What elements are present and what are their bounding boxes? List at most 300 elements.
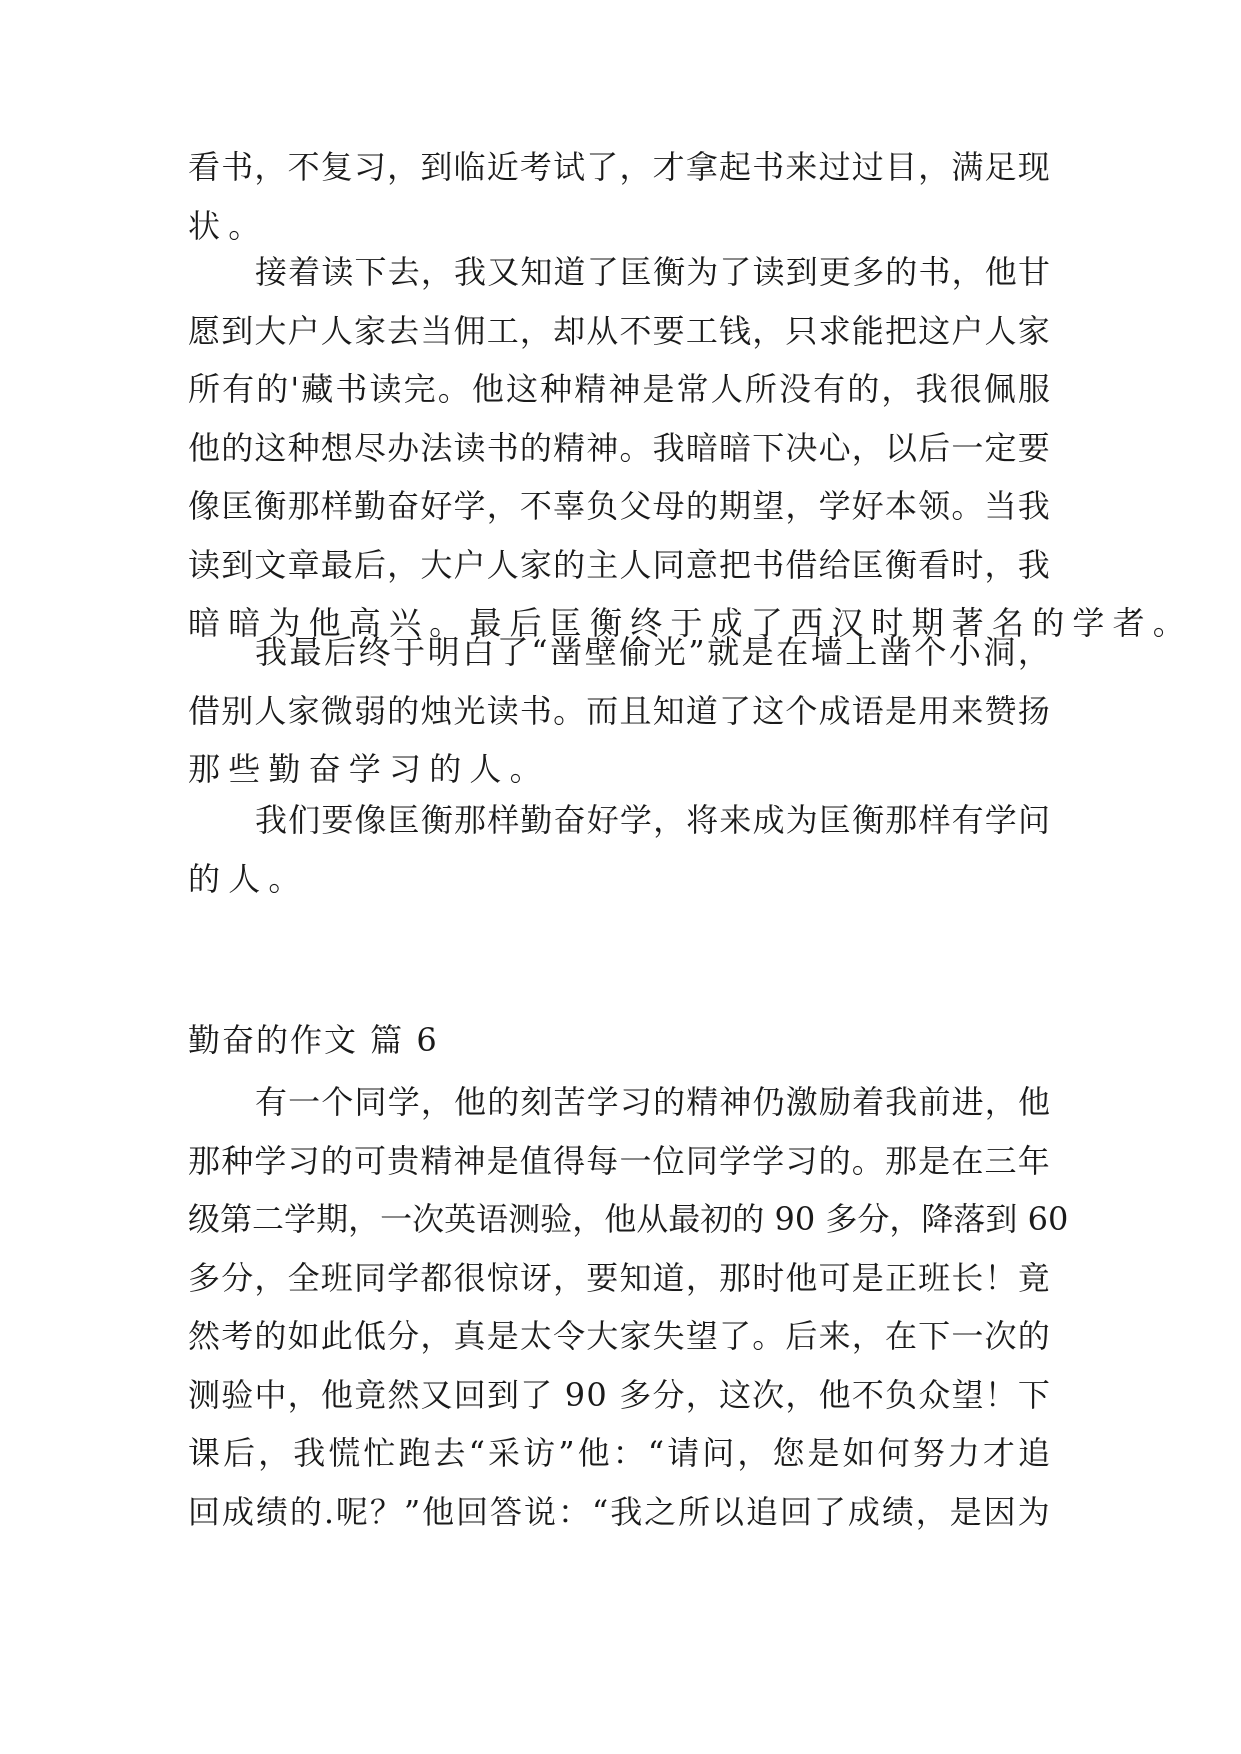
- glyph: 来: [818, 1317, 851, 1355]
- glyph: 是: [741, 633, 774, 671]
- glyph: ”: [558, 1434, 575, 1472]
- glyph: 太: [519, 1317, 552, 1355]
- glyph: 9: [774, 1200, 795, 1238]
- glyph: 验: [221, 1375, 254, 1414]
- glyph: ，: [737, 1434, 770, 1472]
- text-line-content: [188, 535, 1050, 595]
- glyph: [764, 1189, 774, 1249]
- glyph: 同: [354, 1083, 387, 1121]
- glyph: 后: [785, 1317, 818, 1355]
- glyph: 暗: [685, 428, 718, 467]
- text-line-content: [188, 359, 1050, 419]
- glyph: 勤: [520, 801, 553, 839]
- text-line-content: [188, 1248, 1050, 1308]
- glyph: ': [290, 370, 300, 408]
- glyph: 后: [223, 1434, 256, 1472]
- glyph: 知: [652, 691, 685, 730]
- glyph: 这: [918, 311, 951, 350]
- section-heading-line: [0, 1010, 1241, 1070]
- glyph: 办: [387, 428, 420, 467]
- glyph: 又: [420, 1375, 453, 1414]
- glyph: 进: [951, 1083, 984, 1121]
- glyph: 为: [1017, 1492, 1050, 1531]
- glyph: 分: [857, 1200, 890, 1238]
- glyph: 衡: [420, 801, 453, 839]
- glyph: ”: [403, 1492, 421, 1531]
- glyph: ，: [420, 253, 453, 291]
- glyph: 要: [321, 801, 354, 839]
- glyph: 时: [951, 545, 984, 584]
- glyph: ，: [984, 545, 1017, 584]
- glyph: 别: [221, 691, 254, 730]
- glyph: 烛: [420, 691, 453, 730]
- glyph: 精: [574, 370, 607, 408]
- text-line: [0, 849, 1241, 909]
- glyph: 可: [353, 1141, 386, 1180]
- text-line: [0, 301, 1241, 361]
- glyph: 英: [444, 1200, 477, 1238]
- glyph: 种: [540, 370, 573, 408]
- glyph: 真: [453, 1317, 486, 1355]
- glyph: 要: [586, 1258, 619, 1297]
- glyph: 长: [951, 1258, 984, 1297]
- text-line: [0, 359, 1241, 419]
- glyph: 钱: [719, 311, 752, 350]
- glyph: 读: [188, 545, 221, 584]
- glyph: 到: [221, 545, 254, 584]
- glyph: 读: [453, 428, 486, 467]
- glyph: 知: [619, 1258, 652, 1297]
- glyph: 是: [807, 1434, 840, 1472]
- glyph: 不: [519, 487, 552, 525]
- text-line: [0, 535, 1241, 595]
- glyph: 家: [353, 311, 386, 350]
- glyph: 望: [685, 1317, 718, 1355]
- glyph: 神: [719, 1083, 752, 1121]
- glyph: 回: [188, 1492, 221, 1531]
- glyph: 6: [1027, 1200, 1048, 1238]
- glyph: ，: [420, 1083, 453, 1121]
- glyph: 又: [487, 253, 520, 291]
- glyph: 来: [951, 691, 984, 730]
- glyph: 他: [188, 428, 221, 467]
- glyph: 。: [752, 1317, 785, 1355]
- glyph: 本: [884, 487, 917, 525]
- glyph: 竟: [1017, 1258, 1050, 1297]
- glyph: ，: [254, 148, 287, 186]
- glyph: 学: [284, 1200, 317, 1238]
- glyph: 像: [188, 487, 221, 525]
- glyph: 次: [984, 1317, 1017, 1355]
- glyph: 第: [220, 1200, 253, 1238]
- glyph: 他: [422, 1492, 455, 1531]
- text-line: [0, 622, 1241, 682]
- glyph: 读: [321, 253, 354, 291]
- glyph: 壁: [584, 633, 617, 671]
- glyph: 从: [586, 311, 619, 350]
- glyph: [815, 1189, 825, 1249]
- glyph: 慌: [328, 1434, 361, 1472]
- glyph: 到: [985, 1200, 1018, 1238]
- glyph: 一: [951, 428, 984, 467]
- glyph: 励: [818, 1083, 851, 1121]
- glyph: 精: [553, 428, 586, 467]
- glyph: 才: [982, 1434, 1015, 1472]
- glyph: 同: [685, 1141, 718, 1180]
- glyph: 我: [915, 370, 948, 408]
- glyph: 追: [1017, 1434, 1050, 1472]
- glyph: 何: [877, 1434, 910, 1472]
- glyph: 时: [752, 1258, 785, 1297]
- text-line-content: 状。: [188, 206, 269, 245]
- glyph: 定: [984, 428, 1017, 467]
- glyph: 激: [785, 1083, 818, 1121]
- glyph: 文: [254, 545, 287, 584]
- glyph: 有: [222, 370, 255, 408]
- glyph: 不: [619, 311, 652, 350]
- text-line-content: [188, 1365, 1050, 1425]
- glyph: 回: [453, 1375, 486, 1414]
- glyph: 只: [785, 311, 818, 350]
- glyph: ，: [519, 311, 552, 350]
- glyph: [608, 1365, 618, 1425]
- text-line-content: 那些勤奋学习的人。: [188, 750, 550, 788]
- glyph: ，: [653, 801, 686, 839]
- glyph: 来: [719, 801, 752, 839]
- glyph: 次: [412, 1200, 445, 1238]
- glyph: 望: [951, 1375, 984, 1414]
- glyph: 偷: [619, 633, 652, 671]
- glyph: 的: [487, 1083, 520, 1121]
- glyph: 学: [254, 1141, 287, 1180]
- glyph: 讶: [519, 1258, 552, 1297]
- glyph: 知: [520, 253, 553, 291]
- glyph: 去: [387, 253, 420, 291]
- text-line-content: [188, 1306, 1050, 1366]
- text-line-content: [188, 1189, 1069, 1249]
- glyph: 常: [676, 370, 709, 408]
- glyph: 家: [519, 545, 552, 584]
- glyph: 道: [652, 1258, 685, 1297]
- glyph: 学: [719, 1141, 752, 1180]
- glyph: 我: [255, 801, 288, 839]
- glyph: 家: [1017, 311, 1050, 350]
- glyph: ！: [984, 1258, 1017, 1297]
- section-heading: 勤奋的作文 篇 6: [188, 1021, 439, 1059]
- glyph: 请: [667, 1434, 700, 1472]
- glyph: 这: [506, 370, 539, 408]
- glyph: 上: [845, 633, 878, 671]
- glyph: 愿: [188, 311, 221, 350]
- glyph: 来: [785, 148, 818, 186]
- glyph: 现: [1017, 148, 1050, 186]
- glyph: 所: [678, 1492, 711, 1531]
- glyph: 可: [818, 1258, 851, 1297]
- glyph: 采: [488, 1434, 521, 1472]
- glyph: 同: [353, 1258, 386, 1297]
- glyph: 落: [953, 1200, 986, 1238]
- glyph: 将: [686, 801, 719, 839]
- glyph: “: [531, 633, 548, 671]
- glyph: 人: [254, 691, 287, 730]
- glyph: 多: [852, 253, 885, 291]
- glyph: 问: [1017, 801, 1050, 839]
- glyph: 衡: [884, 545, 917, 584]
- glyph: 读: [369, 370, 402, 408]
- glyph: 追: [746, 1492, 779, 1531]
- glyph: 人: [710, 370, 743, 408]
- glyph: 的: [387, 691, 420, 730]
- glyph: 暗: [719, 428, 752, 467]
- glyph: 。: [619, 428, 652, 467]
- glyph: 是: [949, 1492, 982, 1531]
- glyph: 的: [685, 487, 718, 525]
- glyph: 语: [476, 1200, 509, 1238]
- glyph: 大: [420, 545, 453, 584]
- text-line: [0, 1248, 1241, 1308]
- glyph: 学: [984, 801, 1017, 839]
- glyph: 书: [221, 148, 254, 186]
- text-line: [0, 1365, 1241, 1425]
- glyph: 有: [951, 801, 984, 839]
- glyph: 意: [685, 545, 718, 584]
- glyph: 了: [719, 691, 752, 730]
- glyph: 一: [619, 1141, 652, 1180]
- glyph: 以: [712, 1492, 745, 1531]
- glyph: 后: [353, 545, 386, 584]
- glyph: ，: [348, 1200, 381, 1238]
- glyph: 此: [320, 1317, 353, 1355]
- glyph: 是: [486, 1317, 519, 1355]
- glyph: 精: [420, 1141, 453, 1180]
- text-line: [0, 418, 1241, 478]
- glyph: 能: [851, 311, 884, 350]
- glyph: 下: [752, 428, 785, 467]
- glyph: “: [647, 1434, 665, 1472]
- glyph: 他: [320, 1375, 353, 1414]
- glyph: 却: [553, 311, 586, 350]
- glyph: 9: [564, 1375, 586, 1414]
- glyph: 成: [221, 1492, 254, 1531]
- glyph: 众: [918, 1375, 951, 1414]
- glyph: 父: [619, 487, 652, 525]
- text-line: [0, 476, 1241, 536]
- glyph: 值: [519, 1141, 552, 1180]
- glyph: 是: [918, 1141, 951, 1180]
- glyph: 初: [700, 1200, 733, 1238]
- glyph: 那: [885, 801, 918, 839]
- text-line-content: [188, 418, 1050, 478]
- glyph: 家: [287, 691, 320, 730]
- glyph: 最: [289, 633, 322, 671]
- text-line-content: [255, 790, 1050, 850]
- glyph: 他: [471, 370, 504, 408]
- glyph: 的: [320, 1141, 353, 1180]
- glyph: 小: [948, 633, 981, 671]
- glyph: 班: [320, 1258, 353, 1297]
- glyph: 匡: [851, 545, 884, 584]
- glyph: 们: [288, 801, 321, 839]
- text-line: [0, 1189, 1241, 1249]
- glyph: 终: [358, 633, 391, 671]
- glyph: 我: [885, 1083, 918, 1121]
- glyph: 人: [320, 311, 353, 350]
- glyph: ，: [951, 253, 984, 291]
- glyph: 了: [719, 253, 752, 291]
- glyph: 给: [818, 545, 851, 584]
- glyph: 竟: [354, 1375, 387, 1414]
- glyph: 要: [1017, 428, 1050, 467]
- glyph: 书: [918, 253, 951, 291]
- glyph: 好: [586, 801, 619, 839]
- glyph: 在: [951, 1141, 984, 1180]
- glyph: .: [323, 1492, 334, 1531]
- glyph: 的: [289, 1492, 322, 1531]
- glyph: 且: [619, 691, 652, 730]
- glyph: 匡: [818, 801, 851, 839]
- glyph: 的: [653, 1083, 686, 1121]
- glyph: 的: [256, 370, 289, 408]
- glyph: 力: [947, 1434, 980, 1472]
- glyph: 不: [851, 1375, 884, 1414]
- glyph: 家: [619, 1317, 652, 1355]
- glyph: 贵: [387, 1141, 420, 1180]
- glyph: 人: [619, 545, 652, 584]
- glyph: 完: [403, 370, 436, 408]
- glyph: ，: [851, 428, 884, 467]
- glyph: 就: [707, 633, 740, 671]
- glyph: 扬: [1017, 691, 1050, 730]
- glyph: 分: [652, 1375, 685, 1414]
- glyph: 他: [604, 1200, 637, 1238]
- text-line: [0, 137, 1241, 197]
- glyph: 凿: [550, 633, 583, 671]
- glyph: 在: [884, 1317, 917, 1355]
- glyph: “: [591, 1492, 609, 1531]
- glyph: 习: [353, 148, 386, 186]
- glyph: 每: [586, 1141, 619, 1180]
- glyph: 苦: [553, 1083, 586, 1121]
- glyph: 那: [454, 801, 487, 839]
- glyph: 学: [586, 1083, 619, 1121]
- glyph: 忙: [363, 1434, 396, 1472]
- glyph: 足: [984, 148, 1017, 186]
- glyph: 从: [636, 1200, 669, 1238]
- glyph: 试: [553, 148, 586, 186]
- glyph: 去: [433, 1434, 466, 1472]
- glyph: 然: [188, 1317, 221, 1355]
- glyph: 到: [486, 1375, 519, 1414]
- glyph: 绩: [255, 1492, 288, 1531]
- glyph: 到: [420, 148, 453, 186]
- glyph: 户: [951, 311, 984, 350]
- glyph: 的: [1017, 1317, 1050, 1355]
- glyph: 学: [387, 1258, 420, 1297]
- glyph: 衡: [653, 253, 686, 291]
- glyph: 跑: [398, 1434, 431, 1472]
- glyph: ，: [1017, 633, 1050, 671]
- glyph: 凿: [879, 633, 912, 671]
- glyph: 甘: [1017, 253, 1050, 291]
- glyph: 人: [486, 545, 519, 584]
- glyph: 决: [785, 428, 818, 467]
- glyph: 全: [287, 1258, 320, 1297]
- glyph: 负: [586, 487, 619, 525]
- glyph: 很: [949, 370, 982, 408]
- glyph: 明: [427, 633, 460, 671]
- glyph: 的: [553, 545, 586, 584]
- glyph: 种: [221, 1141, 254, 1180]
- glyph: 分: [387, 1317, 420, 1355]
- glyph: 章: [287, 545, 320, 584]
- glyph: 惊: [486, 1258, 519, 1297]
- text-line-content: [255, 622, 1050, 682]
- glyph: 得: [553, 1141, 586, 1180]
- glyph: 好: [851, 487, 884, 525]
- glyph: 好: [420, 487, 453, 525]
- text-line: [0, 1072, 1241, 1132]
- glyph: 学: [387, 1083, 420, 1121]
- glyph: 把: [719, 545, 752, 584]
- glyph: ，: [387, 545, 420, 584]
- glyph: 把: [884, 311, 917, 350]
- text-line: [0, 242, 1241, 302]
- glyph: 借: [188, 691, 221, 730]
- text-line: [0, 681, 1241, 741]
- glyph: 匡: [387, 801, 420, 839]
- glyph: 用: [918, 691, 951, 730]
- glyph: 领: [918, 487, 951, 525]
- glyph: 说: [523, 1492, 556, 1531]
- glyph: 习: [287, 1141, 320, 1180]
- glyph: 道: [685, 691, 718, 730]
- glyph: 心: [818, 428, 851, 467]
- glyph: 学: [818, 487, 851, 525]
- glyph: 书: [752, 148, 785, 186]
- glyph: 努: [912, 1434, 945, 1472]
- glyph: 匡: [619, 253, 652, 291]
- glyph: 成: [818, 691, 851, 730]
- glyph: 一: [380, 1200, 413, 1238]
- glyph: ，: [915, 1492, 948, 1531]
- glyph: 习: [619, 1083, 652, 1121]
- glyph: ，: [785, 487, 818, 525]
- glyph: 衡: [254, 487, 287, 525]
- glyph: 有: [813, 370, 846, 408]
- glyph: 次: [752, 1375, 785, 1414]
- text-line: [0, 790, 1241, 850]
- glyph: 三: [984, 1141, 1017, 1180]
- glyph: 个: [914, 633, 947, 671]
- text-line-content: [188, 301, 1050, 361]
- glyph: 微: [320, 691, 353, 730]
- glyph: ，: [881, 370, 914, 408]
- glyph: ，: [619, 148, 652, 186]
- glyph: 我: [255, 633, 288, 671]
- glyph: 着: [852, 1083, 885, 1121]
- glyph: 年: [1017, 1141, 1050, 1180]
- glyph: ，: [785, 1375, 818, 1414]
- glyph: 尽: [353, 428, 386, 467]
- glyph: ，: [287, 1375, 320, 1414]
- glyph: 样: [320, 487, 353, 525]
- glyph: 同: [652, 545, 685, 584]
- text-line-content: [188, 1131, 1050, 1191]
- glyph: 我: [293, 1434, 326, 1472]
- glyph: 读: [752, 253, 785, 291]
- glyph: ：: [557, 1492, 590, 1531]
- glyph: 0: [1047, 1200, 1069, 1238]
